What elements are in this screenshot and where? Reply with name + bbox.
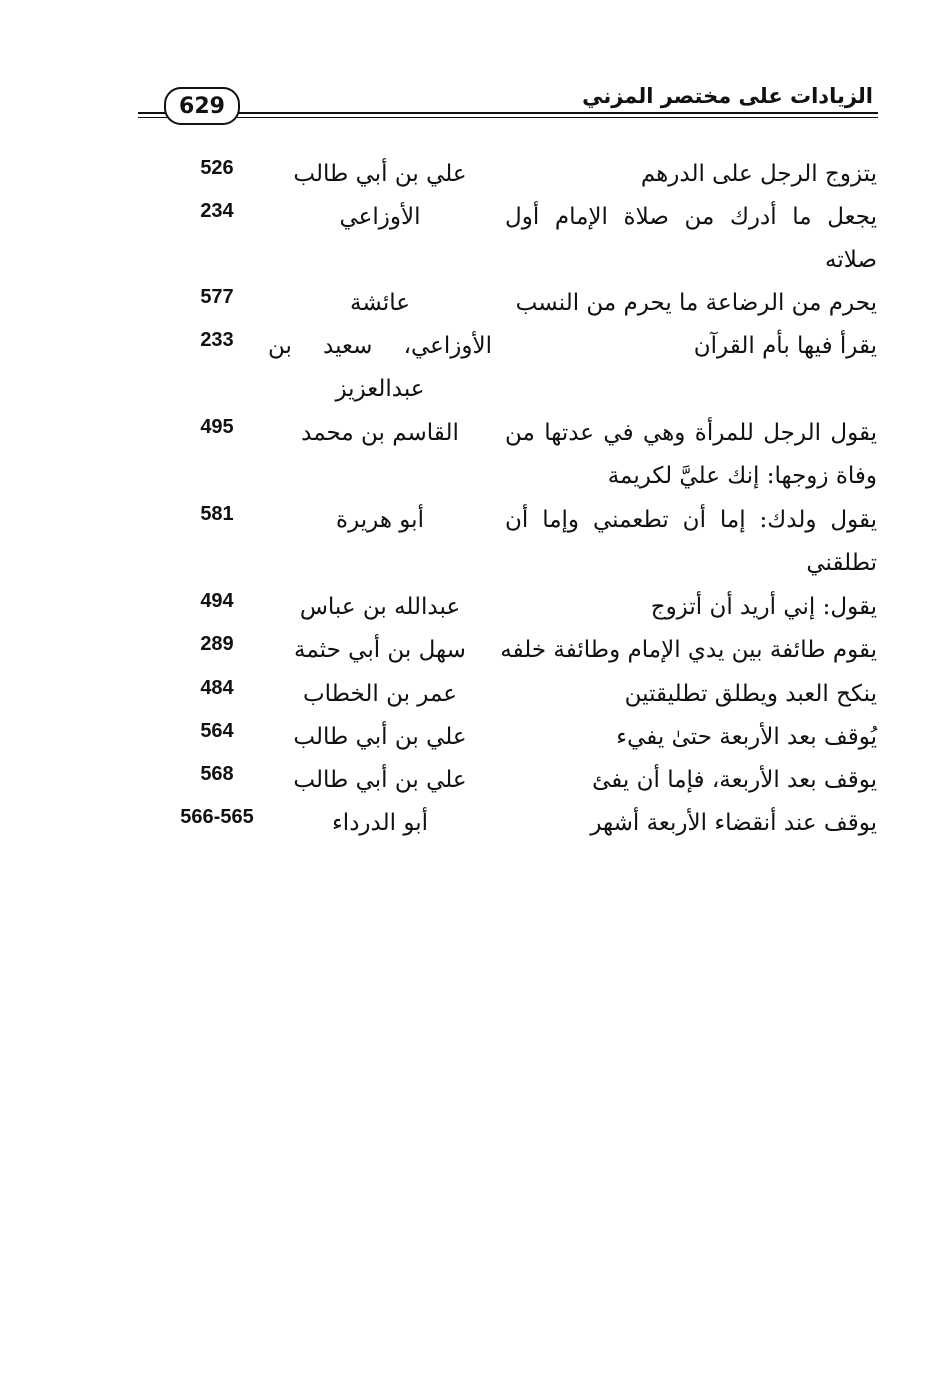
entry-text: يوقف بعد الأربعة، فإما أن يفئ: [592, 767, 877, 793]
index-row: [0, 282, 951, 326]
index-row: [0, 153, 951, 197]
index-row: [0, 325, 951, 402]
entry-page: 233: [200, 329, 234, 351]
entry-page: 577: [200, 286, 234, 308]
entry-text: يحرم من الرضاعة ما يحرم من النسب: [515, 290, 877, 316]
entry-text: يقرأ فيها بأم القرآن: [693, 333, 877, 359]
index-row: [0, 499, 951, 576]
entry-narrator: عائشة: [350, 290, 410, 316]
entry-narrator: الأوزاعي: [339, 204, 421, 230]
entry-page: 581: [200, 503, 234, 525]
entry-narrator: علي بن أبي طالب: [293, 767, 467, 793]
entry-narrator: القاسم بن محمد: [301, 420, 459, 446]
entry-text: يتزوج الرجل على الدرهم: [640, 161, 877, 187]
index-row: [0, 629, 951, 673]
entry-text: يقول الرجل للمرأة وهي في عدتها من وفاة زوجها: إنك عليَّ لكريمة: [505, 420, 877, 489]
index-row: [0, 759, 951, 803]
running-header-title: الزيادات على مختصر المزني: [582, 84, 873, 108]
entry-narrator: علي بن أبي طالب: [293, 724, 467, 750]
entry-page: 568: [200, 763, 234, 785]
entry-text: يقوم طائفة بين يدي الإمام وطائفة خلفه: [500, 637, 877, 663]
index-row: [0, 586, 951, 630]
entry-page: 566-565: [180, 806, 254, 828]
entry-narrator: أبو هريرة: [336, 507, 424, 533]
entry-text: يجعل ما أدرك من صلاة الإمام أول صلاته: [505, 204, 877, 273]
index-row: [0, 673, 951, 717]
index-row: [0, 196, 951, 273]
entry-text: يقول: إني أريد أن أتزوج: [650, 594, 877, 620]
entry-page: 234: [200, 200, 234, 222]
entry-text: يوقف عند أنقضاء الأربعة أشهر: [590, 810, 877, 836]
entry-page: 564: [200, 720, 234, 742]
entry-text: ينكح العبد ويطلق تطليقتين: [624, 681, 877, 707]
header-rule: [138, 112, 878, 114]
entry-text: يقول ولدك: إما أن تطعمني وإما أن تطلقني: [505, 507, 877, 576]
entry-page: 526: [200, 157, 234, 179]
entry-narrator: علي بن أبي طالب: [293, 161, 467, 187]
header-rule-thin: [138, 117, 878, 118]
entry-page: 495: [200, 416, 234, 438]
entry-page: 484: [200, 677, 234, 699]
entry-narrator: سهل بن أبي حثمة: [294, 637, 466, 663]
page-number-badge: 629: [164, 87, 240, 125]
entry-narrator: أبو الدرداء: [331, 810, 428, 836]
entry-page: 494: [200, 590, 234, 612]
entry-narrator: عمر بن الخطاب: [302, 681, 457, 707]
index-row: [0, 716, 951, 760]
entry-narrator: عبدالله بن عباس: [299, 594, 461, 620]
index-row: [0, 412, 951, 489]
index-row: [0, 802, 951, 846]
entry-narrator: الأوزاعي، سعيد بن عبدالعزيز: [268, 333, 492, 402]
entry-page: 289: [200, 633, 234, 655]
entry-text: يُوقف بعد الأربعة حتىٰ يفيء: [616, 724, 877, 750]
